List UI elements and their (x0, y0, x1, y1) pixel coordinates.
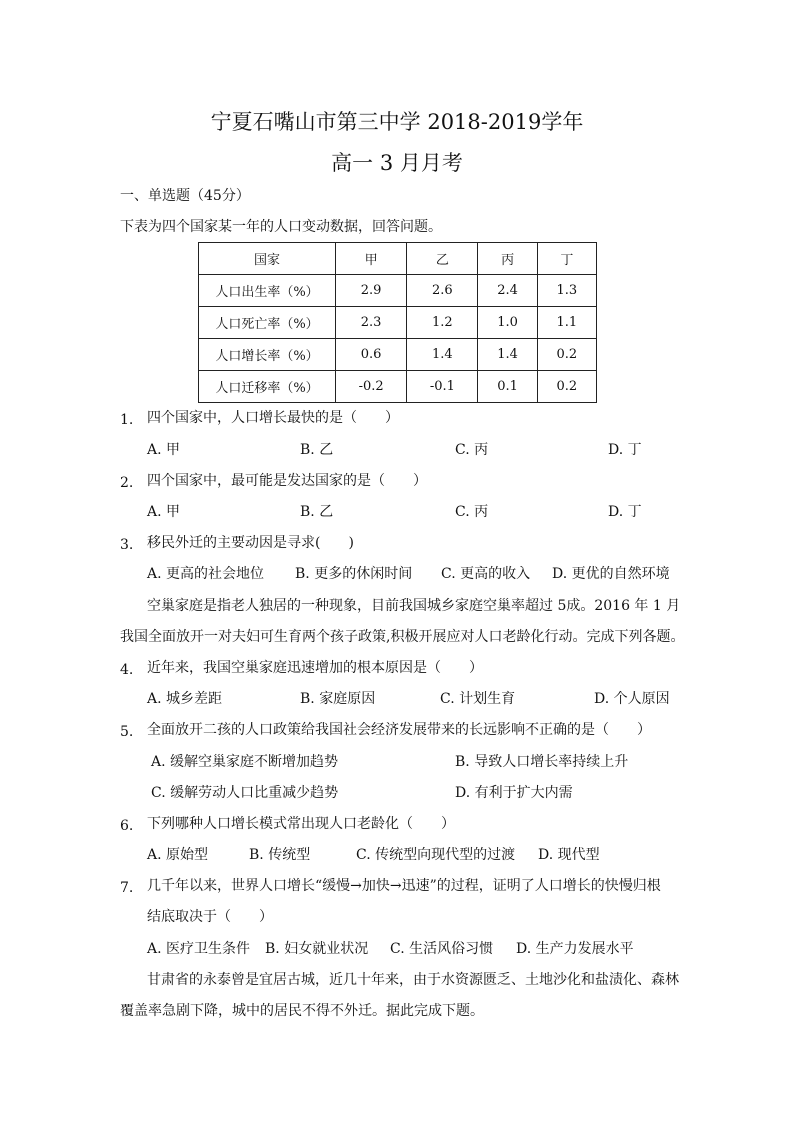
table-cell: 人口增长率（%） (199, 339, 336, 371)
option-c: C. 缓解劳动人口比重减少趋势 (151, 785, 339, 801)
passage-line: 我国全面放开一对夫妇可生育两个孩子政策,积极开展应对人口老龄化行动。完成下列各题。 (120, 629, 685, 645)
option-b: B. 更多的休闲时间 (295, 566, 413, 582)
option-a: A. 甲 (147, 442, 181, 458)
option-a: A. 更高的社会地位 (147, 566, 265, 582)
table-cell: 人口死亡率（%） (199, 307, 336, 339)
section-heading: 一、单选题（45分） (120, 188, 250, 204)
passage-line: 空巢家庭是指老人独居的一种现象，目前我国城乡家庭空巢率超过 5成。2016 年 1 月 (147, 598, 681, 614)
table-cell: 0.2 (537, 339, 596, 371)
table-header-cell: 丙 (478, 243, 537, 275)
table-cell: 1.2 (407, 307, 478, 339)
question-number: 4. (120, 662, 134, 678)
table-header-cell: 丁 (537, 243, 596, 275)
option-d: D. 丁 (608, 442, 642, 458)
question-text: 下列哪种人口增长模式常出现人口老龄化（ ） (147, 816, 455, 832)
question-text-cont: 结底取决于（ ） (147, 909, 273, 925)
option-c: C. 丙 (455, 442, 489, 458)
option-b: B. 乙 (300, 442, 334, 458)
question-number: 5. (120, 724, 134, 740)
table-cell: -0.1 (407, 371, 478, 403)
option-a: A. 原始型 (147, 847, 209, 863)
table-cell: 1.4 (478, 339, 537, 371)
question-number: 1. (120, 412, 134, 428)
question-text: 四个国家中，人口增长最快的是（ ） (147, 410, 399, 426)
table-cell: 1.3 (537, 275, 596, 307)
table-header-cell: 国家 (199, 243, 336, 275)
exam-subtitle: 高一 3 月月考 (331, 151, 463, 175)
table-cell: 2.6 (407, 275, 478, 307)
question-text: 几千年以来，世界人口增长“缓慢→加快→迅速”的过程，证明了人口增长的快慢归根 (147, 878, 661, 894)
table-intro: 下表为四个国家某一年的人口变动数据，回答问题。 (120, 219, 442, 235)
option-c: C. 更高的收入 (441, 566, 531, 582)
table-cell: -0.2 (336, 371, 407, 403)
question-number: 7. (120, 880, 134, 896)
question-text: 四个国家中，最可能是发达国家的是（ ） (147, 473, 427, 489)
question-text: 移民外迁的主要动因是寻求( ) (147, 535, 354, 551)
table-cell: 2.9 (336, 275, 407, 307)
option-a: A. 城乡差距 (147, 691, 223, 707)
table-row (199, 307, 597, 339)
option-d: D. 有利于扩大内需 (455, 785, 573, 801)
table-cell: 0.2 (537, 371, 596, 403)
table-cell: 人口出生率（%） (199, 275, 336, 307)
table-row (199, 339, 597, 371)
question-text: 近年来，我国空巢家庭迅速增加的根本原因是（ ） (147, 660, 483, 676)
table-cell: 人口迁移率（%） (199, 371, 336, 403)
table-cell: 0.1 (478, 371, 537, 403)
question-number: 2. (120, 475, 134, 491)
population-table (198, 242, 597, 403)
table-cell: 1.0 (478, 307, 537, 339)
table-cell: 2.3 (336, 307, 407, 339)
option-d: D. 个人原因 (594, 691, 670, 707)
option-d: D. 生产力发展水平 (516, 941, 634, 957)
option-c: C. 传统型向现代型的过渡 (356, 847, 516, 863)
table-row (199, 371, 597, 403)
table-cell: 1.4 (407, 339, 478, 371)
option-d: D. 现代型 (538, 847, 600, 863)
option-d: D. 丁 (608, 504, 642, 520)
table-cell: 0.6 (336, 339, 407, 371)
exam-title: 宁夏石嘴山市第三中学 2018-2019学年 (210, 110, 584, 134)
question-text: 全面放开二孩的人口政策给我国社会经济发展带来的长远影响不正确的是（ ） (147, 722, 651, 738)
option-d: D. 更优的自然环境 (552, 566, 670, 582)
table-header-cell: 乙 (407, 243, 478, 275)
option-a: A. 甲 (147, 504, 181, 520)
option-a: A. 缓解空巢家庭不断增加趋势 (151, 754, 339, 770)
option-a: A. 医疗卫生条件 (147, 941, 251, 957)
table-cell: 2.4 (478, 275, 537, 307)
option-b: B. 家庭原因 (300, 691, 376, 707)
option-c: C. 丙 (455, 504, 489, 520)
passage-line: 覆盖率急剧下降，城中的居民不得不外迁。据此完成下题。 (120, 1003, 484, 1019)
option-c: C. 计划生育 (440, 691, 516, 707)
table-header-cell: 甲 (336, 243, 407, 275)
option-b: B. 传统型 (249, 847, 311, 863)
passage-line: 甘肃省的永泰曾是宜居古城，近几十年来，由于水资源匮乏、土地沙化和盐渍化、森林 (147, 972, 679, 988)
table-row (199, 275, 597, 307)
question-number: 6. (120, 818, 134, 834)
option-b: B. 导致人口增长率持续上升 (455, 754, 629, 770)
option-b: B. 妇女就业状况 (265, 941, 369, 957)
table-header-row (199, 243, 597, 275)
option-b: B. 乙 (300, 504, 334, 520)
question-number: 3. (120, 537, 134, 553)
option-c: C. 生活风俗习惯 (390, 941, 494, 957)
table-cell: 1.1 (537, 307, 596, 339)
